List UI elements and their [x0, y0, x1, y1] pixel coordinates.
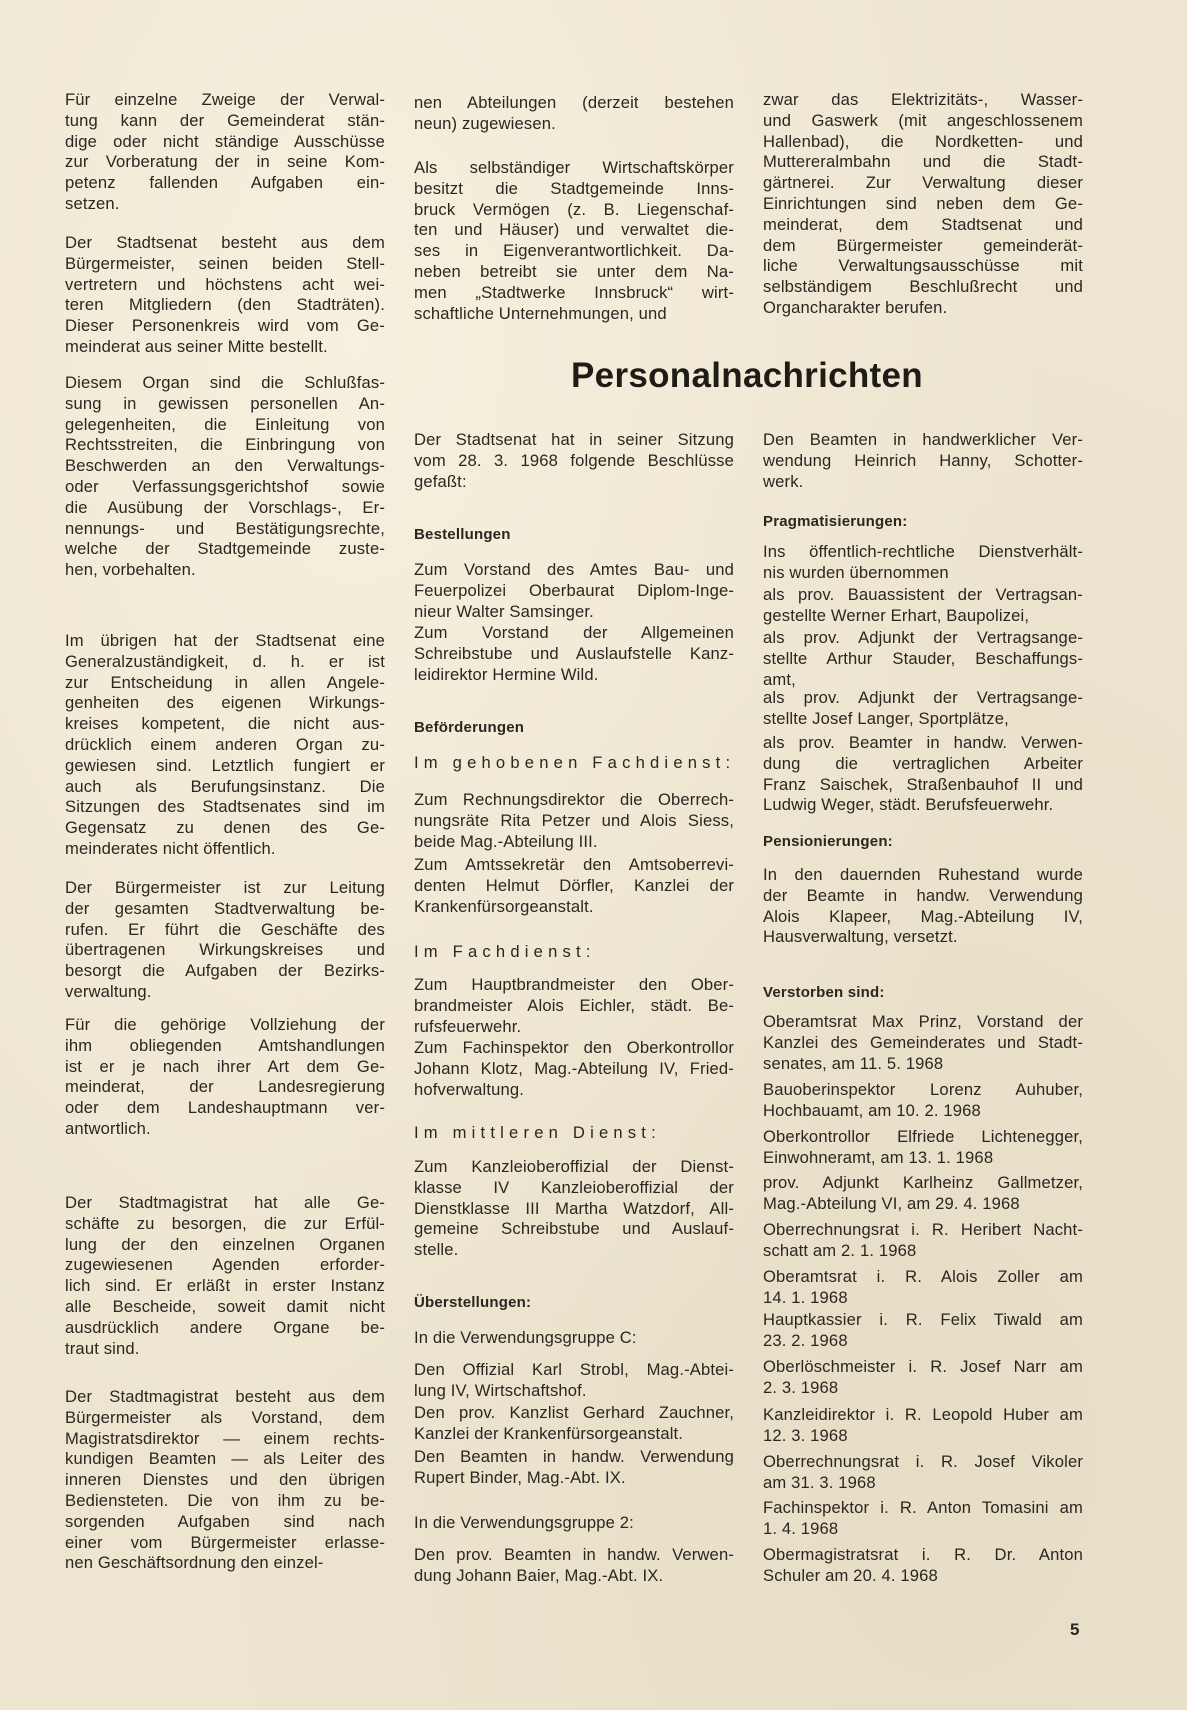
text-line: nen Abteilungen (derzeit bestehen — [414, 93, 734, 112]
text-line: zur Entscheidung in allen Angele- — [65, 672, 385, 692]
text-line: schäfte zu besorgen, die zur Erfül- — [65, 1213, 385, 1233]
label-fachdienst — [414, 942, 734, 963]
text-line: meinderat, dem Stadtsenat und — [763, 214, 1083, 234]
entry — [414, 1447, 734, 1489]
text-line: als prov. Adjunkt der Vertragsange- — [763, 688, 1083, 707]
obituary-entry — [763, 1498, 1083, 1540]
text-line: Bauoberinspektor Lorenz Auhuber, — [763, 1080, 1083, 1099]
text-line: Zum Rechnungsdirektor die Oberrech- — [414, 790, 734, 809]
text-line: hen, vorbehalten. — [65, 560, 196, 580]
subheading-pragmatisierungen: Pragmatisierungen: — [763, 513, 908, 530]
text-line: beide Mag.-Abteilung III. — [414, 831, 598, 851]
text-line: der Beamte in handw. Verwendung — [763, 885, 1083, 905]
text-line: Zum Fachinspektor den Oberkontrollor — [414, 1038, 734, 1057]
obituary-entry — [763, 1012, 1083, 1074]
text-line: 14. 1. 1968 — [763, 1287, 848, 1307]
text-line: lich sind. Er erläßt in erster Instanz — [65, 1276, 385, 1296]
label-gruppe-c — [414, 1328, 734, 1349]
text-line: stellte Josef Langer, Sportplätze, — [763, 708, 1009, 728]
text-line: dige oder nicht ständige Ausschüsse — [65, 131, 385, 151]
text-line: lung IV, Wirtschaftshof. — [414, 1380, 587, 1400]
text-line: inneren Dienstes und den übrigen — [65, 1470, 385, 1490]
text-line: men „Stadtwerke Innsbruck“ wirt- — [414, 282, 734, 302]
text-line: Der Bürgermeister ist zur Leitung — [65, 878, 385, 897]
text-line: setzen. — [65, 193, 120, 213]
text-line: die Ausübung der Vorschlags-, Er- — [65, 497, 385, 517]
paragraph-generalzustaendigkeit — [65, 631, 385, 860]
text-line: teren Mitgliedern (den Stadträten). — [65, 295, 385, 315]
page-number: 5 — [1070, 1620, 1080, 1639]
text-line: Den prov. Kanzlist Gerhard Zauchner, — [414, 1403, 734, 1422]
text-line: neben betreibt sie unter dem Na- — [414, 261, 734, 281]
text-line: In die Verwendungsgruppe 2: — [414, 1513, 634, 1532]
paragraph-buergermeister — [65, 878, 385, 1003]
text-line: neun) zugewiesen. — [414, 113, 556, 133]
text-line: lung der den einzelnen Organen — [65, 1234, 385, 1254]
text-line: Der Stadtmagistrat besteht aus dem — [65, 1387, 385, 1406]
text-line: wendung Heinrich Hanny, Schotter- — [763, 450, 1083, 470]
subheading-bestellungen: Bestellungen — [414, 526, 511, 543]
text-line: übertragenen Wirkungskreises und — [65, 940, 385, 960]
text-line: Krankenfürsorgeanstalt. — [414, 896, 594, 916]
label-gehobener-fachdienst — [414, 753, 734, 774]
text-line: als prov. Beamter in handw. Verwen- — [763, 733, 1083, 752]
obituary-entry — [763, 1545, 1083, 1587]
text-line: oder dem Landeshauptmann ver- — [65, 1098, 385, 1118]
text-line: Alois Klapeer, Mag.-Abteilung IV, — [763, 906, 1083, 926]
entry — [414, 975, 734, 1037]
text-line: ist er je nach ihrer Art dem Ge- — [65, 1056, 385, 1076]
text-line: Der Stadtsenat hat in seiner Sitzung — [414, 430, 734, 449]
paragraph-vollziehung — [65, 1015, 385, 1140]
text-line: Beschwerden an den Verwaltungs- — [65, 456, 385, 476]
paragraph-abteilungen — [414, 93, 734, 135]
text-line: In die Verwendungsgruppe C: — [414, 1328, 637, 1347]
text-line: gewiesen sind. Letztlich fungiert er — [65, 755, 385, 775]
text-line: Zum Vorstand des Amtes Bau- und — [414, 560, 734, 579]
text-line: Als selbständiger Wirtschaftskörper — [414, 158, 734, 177]
text-line: Hausverwaltung, versetzt. — [763, 927, 958, 947]
text-line: schatt am 2. 1. 1968 — [763, 1240, 917, 1260]
text-line: kundigen Beamten — als Leiter des — [65, 1449, 385, 1469]
text-line: Im Fachdienst: — [414, 942, 596, 961]
obituary-entry — [763, 1220, 1083, 1262]
subheading-befoerderungen: Beförderungen — [414, 719, 525, 736]
text-line: gärtnerei. Zur Verwaltung dieser — [763, 173, 1083, 193]
text-line: Einrichtungen sind neben dem Ge- — [763, 193, 1083, 213]
text-line: meinderat, der Landesregierung — [65, 1077, 385, 1097]
entry — [414, 623, 734, 685]
text-line: werk. — [763, 471, 804, 491]
text-line: welche der Stadtgemeinde zuste- — [65, 539, 385, 559]
text-line: und Gaswerk (mit angeschlossenem — [763, 110, 1083, 130]
text-line: Magistratsdirektor — einem rechts- — [65, 1428, 385, 1448]
text-line: Obermagistratsrat i. R. Dr. Anton — [763, 1545, 1083, 1564]
text-line: antwortlich. — [65, 1118, 151, 1138]
text-line: sorgenden Aufgaben sind nach — [65, 1511, 385, 1531]
text-line: Gegensatz zu denen des Ge- — [65, 818, 385, 838]
text-line: Oberamtsrat i. R. Alois Zoller am — [763, 1267, 1083, 1286]
text-line: Rupert Binder, Mag.-Abt. IX. — [414, 1467, 626, 1487]
text-line: als prov. Adjunkt der Vertragsange- — [763, 628, 1083, 647]
text-line: der gesamten Stadtverwaltung be- — [65, 898, 385, 918]
text-line: Kanzleidirektor i. R. Leopold Huber am — [763, 1405, 1083, 1424]
text-line: Zum Vorstand der Allgemeinen — [414, 623, 734, 642]
entry — [763, 542, 1083, 584]
text-line: vom 28. 3. 1968 folgende Beschlüsse — [414, 450, 734, 470]
paragraph-stadtmagistrat-besteht — [65, 1387, 385, 1574]
text-line: amt, — [763, 669, 796, 689]
text-line: sung in gewissen personellen An- — [65, 393, 385, 413]
text-line: Der Stadtmagistrat hat alle Ge- — [65, 1193, 385, 1212]
entry — [414, 1360, 734, 1402]
entry — [414, 855, 734, 917]
entry — [763, 688, 1083, 730]
text-line: Kanzlei der Krankenfürsorgeanstalt. — [414, 1423, 684, 1443]
text-line: am 31. 3. 1968 — [763, 1472, 876, 1492]
text-line: Bürgermeister als Vorstand, dem — [65, 1407, 385, 1427]
text-line: Oberamtsrat Max Prinz, Vorstand der — [763, 1012, 1083, 1031]
text-line: nieur Walter Samsinger. — [414, 601, 594, 621]
text-line: zur Vorberatung der in seine Kom- — [65, 152, 385, 172]
text-line: genheiten des eigenen Wirkungs- — [65, 693, 385, 713]
entry — [414, 1403, 734, 1445]
text-line: gestellte Werner Erhart, Baupolizei, — [763, 605, 1030, 625]
paragraph-wirtschaftskoerper — [414, 158, 734, 324]
entry — [414, 1157, 734, 1261]
text-line: Sitzungen des Stadtsenates sind im — [65, 797, 385, 817]
text-line: Feuerpolizei Oberbaurat Diplom-Inge- — [414, 580, 734, 600]
text-line: Den Beamten in handwerklicher Ver- — [763, 430, 1083, 449]
text-line: bruck Vermögen (z. B. Liegenschaf- — [414, 199, 734, 219]
text-line: liche Verwaltungsausschüsse mit — [763, 256, 1083, 276]
text-line: senates, am 11. 5. 1968 — [763, 1053, 944, 1073]
text-line: Zum Amtssekretär den Amtsoberrevi- — [414, 855, 734, 874]
text-line: Ins öffentlich-rechtliche Dienstverhält- — [763, 542, 1083, 561]
text-line: traut sind. — [65, 1338, 140, 1358]
obituary-entry — [763, 1080, 1083, 1122]
paragraph-stadtmagistrat — [65, 1193, 385, 1359]
text-line: klasse IV Kanzleioberoffizial der — [414, 1177, 734, 1197]
entry — [763, 865, 1083, 948]
text-line: zwar das Elektrizitäts-, Wasser- — [763, 90, 1083, 109]
text-line: gelegenheiten, die Einleitung von — [65, 414, 385, 434]
text-line: Für einzelne Zweige der Verwal- — [65, 90, 385, 109]
text-line: Dienstklasse III Martha Watzdorf, All- — [414, 1198, 734, 1218]
text-line: ausdrücklich andere Organe be- — [65, 1317, 385, 1337]
entry — [763, 628, 1083, 690]
personnel-intro — [414, 430, 734, 492]
text-line: Ludwig Weger, städt. Berufsfeuerwehr. — [763, 795, 1054, 815]
text-line: Den Beamten in handw. Verwendung — [414, 1447, 734, 1466]
text-line: dem Bürgermeister gemeinderät- — [763, 235, 1083, 255]
subheading-ueberstellungen: Überstellungen: — [414, 1294, 532, 1311]
text-line: meinderat aus seiner Mitte bestellt. — [65, 336, 328, 356]
text-line: Diesem Organ sind die Schlußfas- — [65, 373, 385, 392]
text-line: Oberrechnungsrat i. R. Josef Vikoler — [763, 1452, 1083, 1471]
text-line: Bediensteten. Die von ihm zu be- — [65, 1490, 385, 1510]
text-line: schaftliche Unternehmungen, und — [414, 303, 667, 323]
text-line: stellte Arthur Stauder, Beschaffungs- — [763, 648, 1083, 668]
text-line: ses in Eigenverantwortlichkeit. Da- — [414, 241, 734, 261]
text-line: tung kann der Gemeinderat stän- — [65, 110, 385, 130]
text-line: Zum Hauptbrandmeister den Ober- — [414, 975, 734, 994]
text-line: stelle. — [414, 1240, 459, 1260]
obituary-entry — [763, 1452, 1083, 1494]
text-line: Muttereralmbahn und die Stadt- — [763, 152, 1083, 172]
text-line: Rechtsstreiten, die Einbringung von — [65, 435, 385, 455]
text-line: Bürgermeister, seinen beiden Stell- — [65, 253, 385, 273]
text-line: selbständigem Beschlußrecht und — [763, 277, 1083, 297]
text-line: alle Bescheide, soweit damit nicht — [65, 1296, 385, 1316]
paragraph-stadtwerke — [763, 90, 1083, 319]
text-line: brandmeister Alois Eichler, städt. Be- — [414, 995, 734, 1015]
text-line: 1. 4. 1968 — [763, 1518, 839, 1538]
entry — [763, 585, 1083, 627]
text-line: Organcharakter berufen. — [763, 297, 948, 317]
text-line: Hochbauamt, am 10. 2. 1968 — [763, 1100, 981, 1120]
text-line: besorgt die Aufgaben der Bezirks- — [65, 961, 385, 981]
text-line: auch als Berufungsinstanz. Die — [65, 776, 385, 796]
text-line: Den prov. Beamten in handw. Verwen- — [414, 1545, 734, 1564]
entry — [763, 733, 1083, 816]
text-line: Schuler am 20. 4. 1968 — [763, 1565, 938, 1585]
text-line: Oberrechnungsrat i. R. Heribert Nacht- — [763, 1220, 1083, 1239]
entry — [414, 1545, 734, 1587]
text-line: Schreibstube und Auslaufstelle Kanz- — [414, 643, 734, 663]
text-line: leidirektor Hermine Wild. — [414, 664, 599, 684]
text-line: zugewiesenen Agenden erforder- — [65, 1255, 385, 1275]
text-line: Im mittleren Dienst: — [414, 1123, 661, 1142]
text-line: vertretern und höchstens acht wei- — [65, 274, 385, 294]
obituary-entry — [763, 1267, 1083, 1309]
obituary-entry — [763, 1357, 1083, 1399]
text-line: nennungs- und Bestätigungsrechte, — [65, 518, 385, 538]
text-line: rufen. Er führt die Geschäfte des — [65, 919, 385, 939]
text-line: verwaltung. — [65, 981, 152, 1001]
text-line: Hallenbad), die Nordketten- und — [763, 131, 1083, 151]
label-mittlerer-dienst — [414, 1123, 734, 1144]
text-line: Dieser Personenkreis wird vom Ge- — [65, 316, 385, 336]
text-line: nungsräte Rita Petzer und Alois Siess, — [414, 810, 734, 830]
text-line: 23. 2. 1968 — [763, 1330, 848, 1350]
text-line: gemeine Schreibstube und Auslauf- — [414, 1219, 734, 1239]
text-line: Oberkontrollor Elfriede Lichtenegger, — [763, 1127, 1083, 1146]
text-line: nis wurden übernommen — [763, 562, 949, 582]
text-line: Oberlöschmeister i. R. Josef Narr am — [763, 1357, 1083, 1376]
obituary-entry — [763, 1173, 1083, 1215]
text-line: dung die vertraglichen Arbeiter — [763, 753, 1083, 773]
text-line: rufsfeuerwehr. — [414, 1016, 522, 1036]
text-line: als prov. Bauassistent der Vertragsan- — [763, 585, 1083, 604]
text-line: Generalzuständigkeit, d. h. er ist — [65, 651, 385, 671]
text-line: Zum Kanzleioberoffizial der Dienst- — [414, 1157, 734, 1176]
entry — [414, 1038, 734, 1100]
text-line: Einwohneramt, am 13. 1. 1968 — [763, 1147, 994, 1167]
text-line: 2. 3. 1968 — [763, 1377, 839, 1397]
text-line: hofverwaltung. — [414, 1079, 525, 1099]
text-line: Im gehobenen Fachdienst: — [414, 753, 736, 772]
text-line: Kanzlei des Gemeinderates und Stadt- — [763, 1032, 1083, 1052]
obituary-entry — [763, 1310, 1083, 1352]
paragraph-ausschuesse — [65, 90, 385, 215]
text-line: 12. 3. 1968 — [763, 1425, 848, 1445]
text-line: In den dauernden Ruhestand wurde — [763, 865, 1083, 884]
text-line: petenz fallenden Aufgaben ein- — [65, 173, 385, 193]
text-line: prov. Adjunkt Karlheinz Gallmetzer, — [763, 1173, 1083, 1192]
text-line: besitzt die Stadtgemeinde Inns- — [414, 178, 734, 198]
text-line: Im übrigen hat der Stadtsenat eine — [65, 631, 385, 650]
text-line: Mag.-Abteilung VI, am 29. 4. 1968 — [763, 1193, 1020, 1213]
text-line: ihm obliegenden Amtshandlungen — [65, 1035, 385, 1055]
subheading-pensionierungen: Pensionierungen: — [763, 833, 893, 850]
text-line: Den Offizial Karl Strobl, Mag.-Abtei- — [414, 1360, 734, 1379]
paragraph-organ — [65, 373, 385, 581]
text-line: einer vom Bürgermeister erlasse- — [65, 1532, 385, 1552]
text-line: nen Geschäftsordnung den einzel- — [65, 1553, 324, 1573]
obituary-entry — [763, 1405, 1083, 1447]
entry — [414, 790, 734, 852]
text-line: denten Helmut Dörfler, Kanzlei der — [414, 875, 734, 895]
text-line: Hauptkassier i. R. Felix Tiwald am — [763, 1310, 1083, 1329]
subheading-verstorben: Verstorben sind: — [763, 984, 885, 1001]
text-line: ten und Häuser) und verwaltet die- — [414, 220, 734, 240]
paragraph-stadtsenat — [65, 233, 385, 358]
text-line: Johann Klotz, Mag.-Abteilung IV, Fried- — [414, 1058, 734, 1078]
text-line: kreises kompetent, die nicht aus- — [65, 714, 385, 734]
text-line: drücklich einem anderen Organ zu- — [65, 734, 385, 754]
text-line: Franz Saischek, Straßenbauhof II und — [763, 774, 1083, 794]
obituary-entry — [763, 1127, 1083, 1169]
text-line: gefaßt: — [414, 471, 467, 491]
text-line: Fachinspektor i. R. Anton Tomasini am — [763, 1498, 1083, 1517]
entry — [763, 430, 1083, 492]
text-line: meinderates nicht öffentlich. — [65, 838, 276, 858]
section-heading: Personalnachrichten — [571, 356, 923, 395]
text-line: Für die gehörige Vollziehung der — [65, 1015, 385, 1034]
text-line: dung Johann Baier, Mag.-Abt. IX. — [414, 1565, 664, 1585]
text-line: oder Verfassungsgerichtshof sowie — [65, 476, 385, 496]
text-line: Der Stadtsenat besteht aus dem — [65, 233, 385, 252]
entry — [414, 560, 734, 622]
label-gruppe-2 — [414, 1513, 734, 1534]
